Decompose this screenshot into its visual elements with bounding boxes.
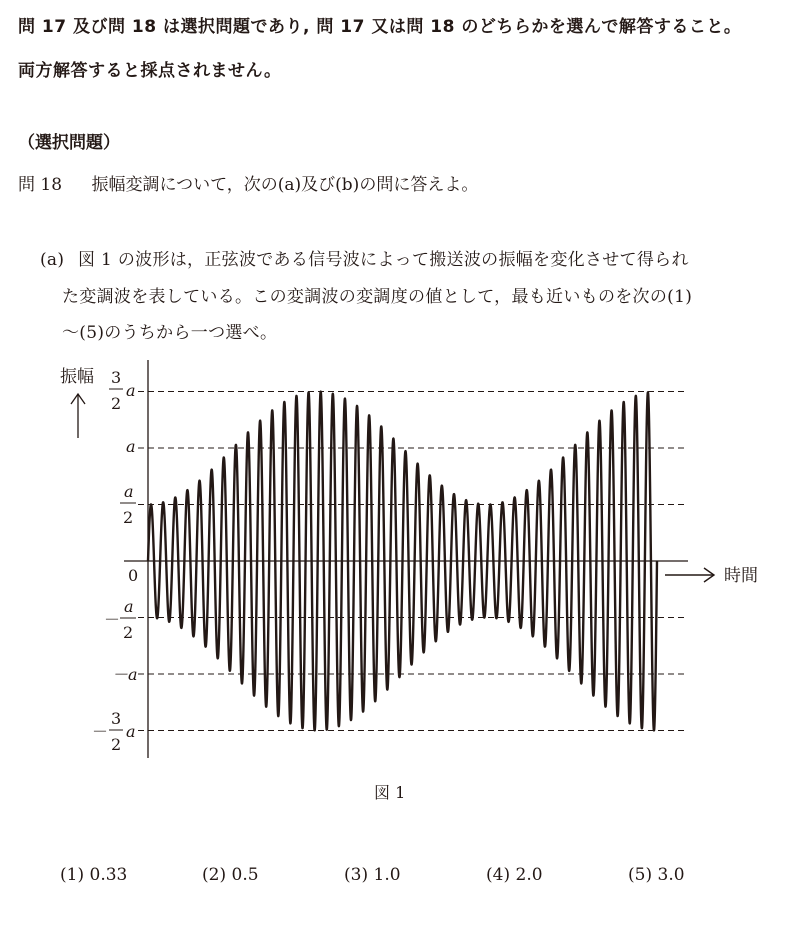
choice-4[interactable]: [486, 865, 543, 885]
tick-a-2-num: a: [124, 482, 134, 501]
choice-5-value: 3.0: [657, 865, 685, 885]
tick-neg-3-2a-minus: －: [92, 722, 109, 741]
y-tick-labels: [92, 368, 138, 754]
tick-a: a: [126, 437, 136, 456]
x-axis-label: 時間: [724, 566, 758, 586]
choice-1-value: 0.33: [89, 865, 128, 885]
tick-neg-3-2a-den: 2: [111, 735, 122, 754]
choice-2-label: (2): [202, 865, 227, 885]
tick-3-2a-a: a: [126, 381, 136, 400]
instruction-line-1: 問 17 及び問 18 は選択問題であり, 問 17 又は問 18 のどちらかを選んで解答すること。: [18, 17, 742, 37]
y-axis-arrow: [71, 394, 85, 438]
figure-caption: 図 1: [374, 783, 406, 802]
gridlines: [138, 392, 688, 731]
choice-2[interactable]: [202, 865, 259, 885]
choice-2-value: 0.5: [231, 865, 259, 885]
question-stem: 振幅変調について，次の(a)及び(b)の問に答えよ。: [91, 175, 479, 195]
tick-neg-3-2a-num: 3: [111, 709, 122, 728]
tick-neg-a: －a: [112, 665, 138, 684]
instruction-line-2: 両方解答すると採点されません。: [18, 61, 282, 81]
choice-3-value: 1.0: [373, 865, 401, 885]
tick-3-2a-den: 2: [111, 394, 122, 413]
choice-1[interactable]: [60, 865, 127, 885]
part-a-line-2: た変調波を表している。この変調波の変調度の値として，最も近いものを次の(1): [62, 287, 693, 307]
tick-neg-a-2-minus: －: [104, 610, 121, 629]
tick-neg-a-2-den: 2: [123, 623, 134, 642]
choice-3-label: (3): [344, 865, 369, 885]
question-header: [18, 170, 478, 195]
choice-5-label: (5): [628, 865, 653, 885]
tick-3-2a-num: 3: [111, 368, 122, 387]
tick-zero: 0: [128, 566, 139, 585]
choice-4-value: 2.0: [515, 865, 543, 885]
y-axis-label: 振幅: [60, 367, 94, 387]
part-a-line-1: [40, 245, 689, 270]
tick-neg-a-2-num: a: [124, 597, 134, 616]
question-number: 問 18: [18, 175, 63, 195]
x-axis-arrow: [665, 568, 714, 582]
tick-a-2-den: 2: [123, 508, 134, 527]
choice-1-label: (1): [60, 865, 85, 885]
choice-4-label: (4): [486, 865, 511, 885]
choice-5[interactable]: [628, 865, 685, 885]
part-a-label: (a): [40, 250, 65, 270]
choice-3[interactable]: [344, 865, 401, 885]
section-label: （選択問題）: [18, 133, 120, 153]
tick-neg-3-2a-a: a: [126, 722, 136, 741]
part-a-line-3: ～(5)のうちから一つ選べ。: [62, 323, 278, 343]
modulated-waveform: [148, 392, 657, 731]
part-a-text-1: 図 1 の波形は，正弦波である信号波によって搬送波の振幅を変化させて得られ: [78, 250, 689, 270]
